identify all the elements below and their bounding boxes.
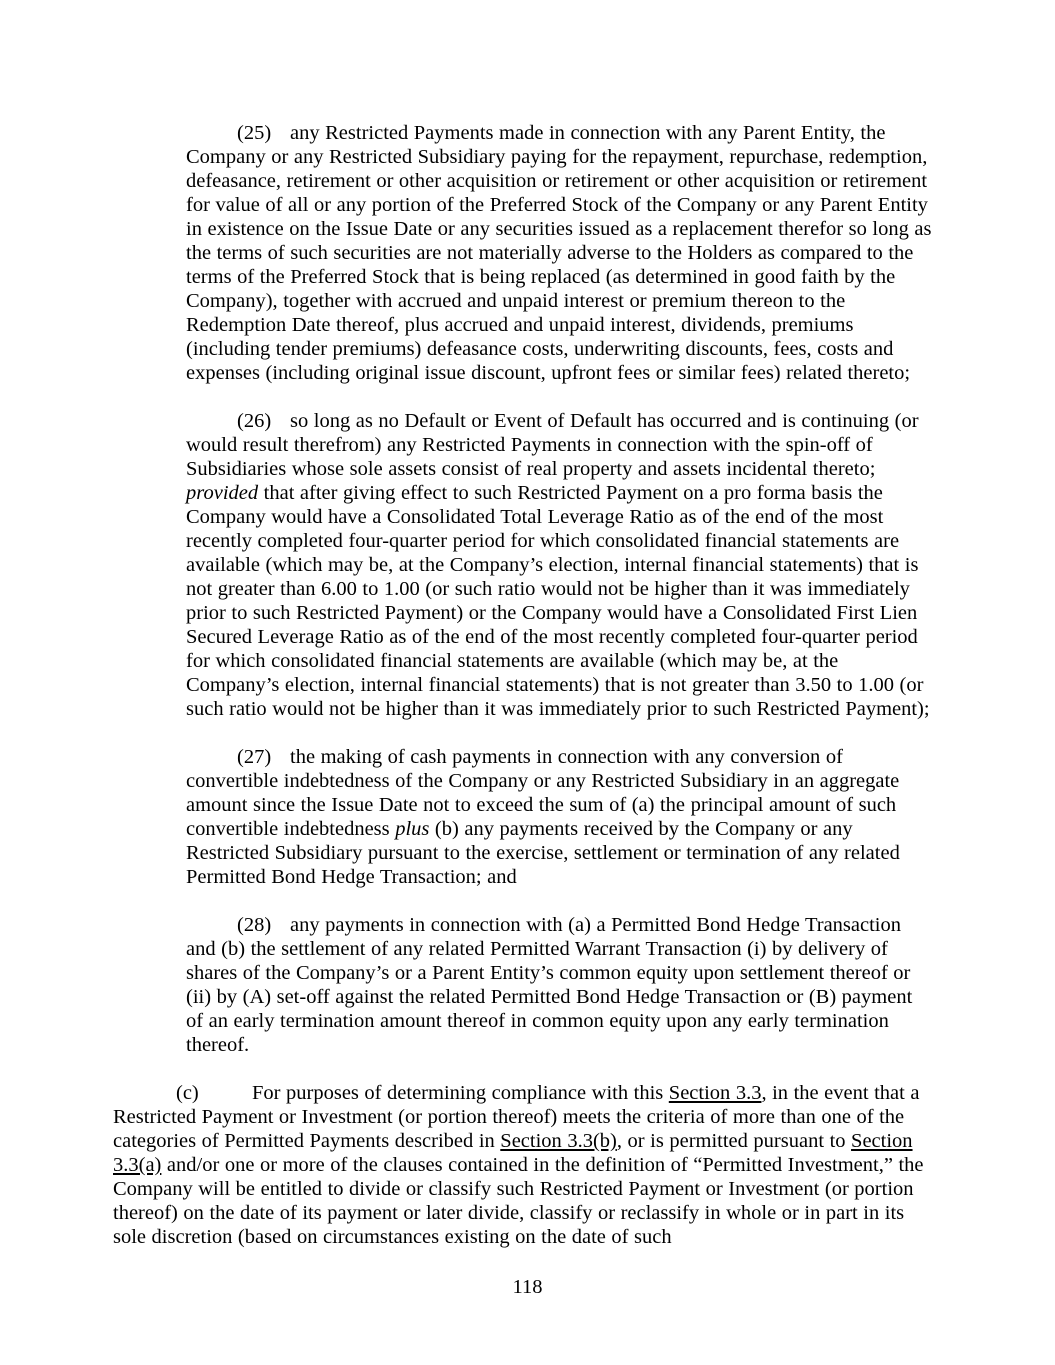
text-run: (b) any payments received by the Company or any Restricted Subsidiary pursuant to the exercise, settlement or termination of any related Permitted Bond Hedge Transaction; and: [186, 818, 900, 888]
text-run: the making of cash payments in connection with any conversion of convertible indebtedness of the Company or any Restricted Subsidiary in an aggregate amount since the Issue Date not to exceed the sum of (a) the principal amount of such convertible indebtedness: [186, 746, 900, 840]
text-run: plus: [395, 818, 430, 840]
paragraph-label: (c): [176, 1082, 199, 1104]
paragraph-25: [186, 121, 934, 385]
section-reference: Section 3.3: [668, 1082, 762, 1104]
paragraph-26: [186, 409, 934, 721]
text-run: and/or one or more of the clauses contained in the definition of “Permitted Investment,” the Company will be entitled to divide or classify such Restricted Payment or Investment (or portion thereof) on the date of its payment or later divide, classify or reclassify in whole or in part in its sole discretion (based on circumstances existing on the date of such: [113, 1154, 924, 1248]
text-run: that after giving effect to such Restricted Payment on a pro forma basis the Company would have a Consolidated Total Leverage Ratio as of the end of the most recently completed four-quarter period for which consolidated financial statements are available (which may be, at the Company’s election, internal financial statements) that is not greater than 6.00 to 1.00 (or such ratio would not be higher than it was immediately prior to such Restricted Payment) or the Company would have a Consolidated First Lien Secured Leverage Ratio as of the end of the most recently completed four-quarter period for which consolidated financial statements are available (which may be, at the Company’s election, internal financial statements) that is not greater than 3.50 to 1.00 (or such ratio would not be higher than it was immediately prior to such Restricted Payment);: [186, 482, 930, 720]
page-number: 118: [512, 1276, 543, 1298]
document-body: [0, 121, 1055, 1273]
section-reference: Section 3.3(a): [113, 1130, 913, 1176]
text-run: , or is permitted pursuant to: [616, 1130, 852, 1152]
paragraph-28: [186, 913, 934, 1057]
section-reference: Section 3.3(b): [500, 1130, 617, 1152]
text-run: , in the event that a Restricted Payment or Investment (or portion thereof) meets the criteria of more than one of the categories of Permitted Payments described in: [113, 1082, 920, 1152]
paragraph-label: (26): [237, 410, 272, 432]
paragraph-label: (25): [237, 122, 272, 144]
paragraph-c: [113, 1081, 933, 1249]
text-run: any Restricted Payments made in connection with any Parent Entity, the Company or any Restricted Subsidiary paying for the repayment, repurchase, redemption, defeasance, retirement or other acquisition or retirement or other acquisition or retirement for value of all or any portion of the Preferred Stock of the Company or any Parent Entity in existence on the Issue Date or any securities issued as a replacement therefor so long as the terms of such securities are not materially adverse to the Holders as compared to the terms of the Preferred Stock that is being replaced (as determined in good faith by the Company), together with accrued and unpaid interest or premium thereon to the Redemption Date thereof, plus accrued and unpaid interest, dividends, premiums (including tender premiums) defeasance costs, underwriting discounts, fees, costs and expenses (including original issue discount, upfront fees or similar fees) related thereto;: [186, 122, 932, 384]
text-run: For purposes of determining compliance with this: [252, 1082, 669, 1104]
text-run: any payments in connection with (a) a Permitted Bond Hedge Transaction and (b) the settlement of any related Permitted Warrant Transaction (i) by delivery of shares of the Company’s or a Parent Entity’s common equity upon settlement thereof or (ii) by (A) set-off against the related Permitted Bond Hedge Transaction or (B) payment of an early termination amount thereof in common equity upon any early termination thereof.: [186, 914, 913, 1056]
text-run: so long as no Default or Event of Default has occurred and is continuing (or would result therefrom) any Restricted Payments in connection with the spin-off of Subsidiaries whose sole assets consist of real property and assets incidental thereto;: [186, 410, 919, 480]
text-run: provided: [186, 482, 259, 504]
paragraph-27: [186, 745, 934, 889]
paragraph-label: (28): [237, 914, 272, 936]
paragraph-label: (27): [237, 746, 272, 768]
